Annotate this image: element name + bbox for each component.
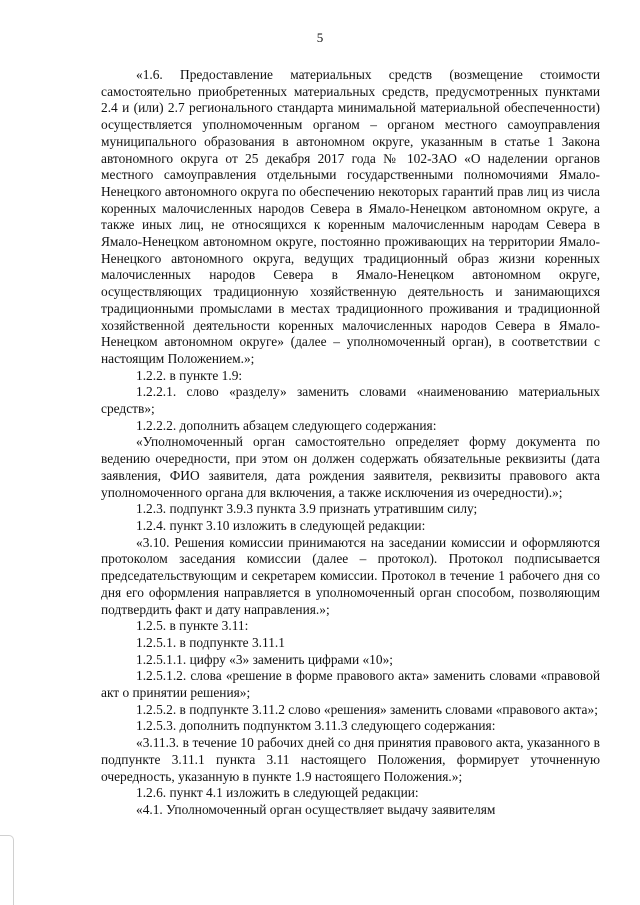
page-corner-mark xyxy=(0,835,14,905)
paragraph-1-2-5-1-1: 1.2.5.1.1. цифру «3» заменить цифрами «10»; xyxy=(136,651,393,667)
paragraph-3-11-3: «3.11.3. в течение 10 рабочих дней со дня принятия правового акта, указанного в подпункте 3.11.1 пункта 3.11 настоящего Положения, формирует уточненную очередность, указанную в пункте 1.9 настоящего Положения.»; xyxy=(101,735,600,784)
paragraph-quote-authorized-body: «Уполномоченный орган самостоятельно определяет форму документа по ведению очередности, при этом он должен содержать обязательные реквизиты (дата заявления, ФИО заявителя, дата рождения заявителя, реквизиты правового акта уполномоченного органа для включения, а также исключения из очередности).»; xyxy=(101,434,600,500)
paragraph-1-2-2: 1.2.2. в пункте 1.9: xyxy=(136,367,243,383)
paragraph-1-2-3: 1.2.3. подпункт 3.9.3 пункта 3.9 признать утратившим силу; xyxy=(136,501,478,517)
paragraph-1-2-2-2: 1.2.2.2. дополнить абзацем следующего содержания: xyxy=(136,417,437,433)
paragraph-1-2-5-2: 1.2.5.2. в подпункте 3.11.2 слово «решения» заменить словами «правового акта»; xyxy=(136,701,598,717)
paragraph-1-2-5-3: 1.2.5.3. дополнить подпунктом 3.11.3 следующего содержания: xyxy=(136,718,496,734)
paragraph-1-2-4: 1.2.4. пункт 3.10 изложить в следующей редакции: xyxy=(136,517,426,533)
paragraph-3-10: «3.10. Решения комиссии принимаются на заседании комиссии и оформляются протоколом заседания комиссии (далее – протокол). Протокол подписывается председательствующим и секретарем комиссии. Протокол в течение 1 рабочего дня со дня его оформления направляется в уполномоченный орган способом, позволяющим подтвердить факт и дату направления.»; xyxy=(101,534,600,617)
paragraph-4-1: «4.1. Уполномоченный орган осуществляет выдачу заявителям xyxy=(136,801,496,817)
paragraph-1-2-2-1: 1.2.2.1. слово «разделу» заменить словами «наименованию материальных средств»; xyxy=(101,384,600,417)
paragraph-1-2-5: 1.2.5. в пункте 3.11: xyxy=(136,618,249,634)
paragraph-1-2-5-1: 1.2.5.1. в подпункте 3.11.1 xyxy=(136,634,285,650)
paragraph-1-6: «1.6. Предоставление материальных средств (возмещение стоимости самостоятельно приобретенных материальных средств, предусмотренных пунктами 2.4 и (или) 2.7 регионального стандарта минимальной материальной обеспеченности) осуществляется уполномоченным органом – органом местного самоуправления муниципального образования в автономном округе, указанным в статье 1 Закона автономного округа от 25 декабря 2017 года № 102-ЗАО «О наделении органов местного самоуправления отдельными государственными полномочиями Ямало-Ненецкого автономного округа по обеспечению некоторых гарантий прав лиц из числа коренных малочисленных народов Севера в Ямало-Ненецком автономном округе, а также иных лиц, не относящихся к коренным малочисленным народам Севера в Ямало-Ненецком автономном округе, постоянно проживающих на территории Ямало-Ненецкого автономного округа, ведущих традиционный образ жизни коренных малочисленных народов Севера в Ямало-Ненецком автономном округе, осуществляющих традиционную хозяйственную деятельность и занимающихся традиционными промыслами в местах традиционного проживания и традиционной хозяйственной деятельности коренных малочисленных народов Севера в Ямало-Ненецком автономном округе» (далее – уполномоченный орган), в соответствии с настоящим Положением.»; xyxy=(101,67,600,366)
paragraph-1-2-5-1-2: 1.2.5.1.2. слова «решение в форме правового акта» заменить словами «правовой акт о принятии решения»; xyxy=(101,668,600,701)
paragraph-1-2-6: 1.2.6. пункт 4.1 изложить в следующей редакции: xyxy=(136,785,419,801)
page-number: 5 xyxy=(316,30,324,45)
